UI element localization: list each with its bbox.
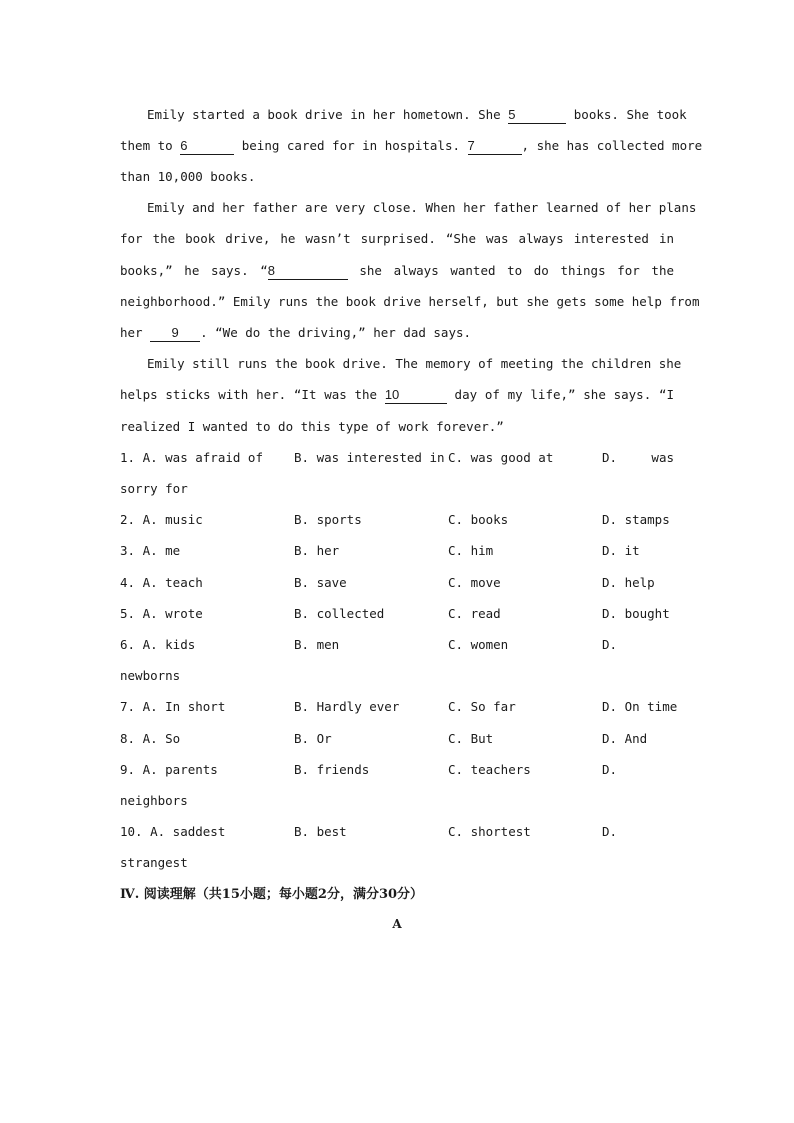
passage-line: her 9 . “We do the driving,” her dad says. bbox=[120, 325, 472, 340]
option-d[interactable]: D. On time bbox=[602, 699, 678, 714]
option-c[interactable]: C. read bbox=[448, 606, 501, 621]
question-row bbox=[120, 605, 680, 623]
passage-line: Emily and her father are very close. When her father learned of her plans bbox=[147, 200, 697, 215]
option-b[interactable]: B. save bbox=[294, 575, 347, 590]
passage-line: for the book drive, he wasn’t surprised. “She was always interested in bbox=[120, 231, 674, 246]
option-a[interactable]: 4. A. teach bbox=[120, 575, 203, 590]
blank-6[interactable]: 6 bbox=[180, 138, 234, 155]
blank-8[interactable]: 8 bbox=[268, 263, 348, 280]
option-b[interactable]: B. collected bbox=[294, 606, 385, 621]
question-row bbox=[120, 574, 680, 592]
passage-line: them to 6 being cared for in hospitals. 7 , she has collected more bbox=[120, 138, 703, 153]
option-a[interactable]: 9. A. parents bbox=[120, 762, 218, 777]
option-b[interactable]: B. friends bbox=[294, 762, 370, 777]
option-a[interactable]: 2. A. music bbox=[120, 512, 203, 527]
option-c[interactable]: C. But bbox=[448, 731, 494, 746]
option-b[interactable]: B. her bbox=[294, 543, 340, 558]
option-b[interactable]: B. sports bbox=[294, 512, 362, 527]
option-d[interactable]: D. bbox=[602, 762, 618, 777]
passage-line: Emily still runs the book drive. The memory of meeting the children she bbox=[147, 356, 682, 371]
passage-line: Emily started a book drive in her hometown. She 5 books. She took bbox=[147, 107, 687, 122]
question-row bbox=[120, 823, 680, 841]
blank-7[interactable]: 7 bbox=[468, 138, 522, 155]
passage-line: helps sticks with her. “It was the 10 day of my life,” she says. “I bbox=[120, 387, 674, 402]
option-d[interactable]: D. bbox=[602, 824, 618, 839]
blank-9[interactable]: 9 bbox=[150, 325, 200, 342]
question-row bbox=[120, 730, 680, 748]
option-a[interactable]: 6. A. kids bbox=[120, 637, 196, 652]
option-d[interactable]: D. And bbox=[602, 731, 648, 746]
passage-line: neighborhood.” Emily runs the book drive herself, but she gets some help from bbox=[120, 294, 700, 309]
option-d[interactable]: D. bbox=[602, 637, 618, 652]
question-row bbox=[120, 761, 680, 779]
option-b[interactable]: B. was interested in bbox=[294, 450, 445, 465]
passage-label: A bbox=[392, 917, 402, 931]
option-a[interactable]: 5. A. wrote bbox=[120, 606, 203, 621]
option-d-wrap: neighbors bbox=[120, 793, 188, 808]
option-a[interactable]: 10. A. saddest bbox=[120, 824, 226, 839]
option-c[interactable]: C. shortest bbox=[448, 824, 531, 839]
question-row bbox=[120, 542, 680, 560]
option-d[interactable]: D. stamps bbox=[602, 512, 670, 527]
option-d-wrap: sorry for bbox=[120, 481, 188, 496]
option-d[interactable]: D. was bbox=[602, 450, 674, 465]
option-c[interactable]: C. teachers bbox=[448, 762, 531, 777]
option-d[interactable]: D. help bbox=[602, 575, 655, 590]
option-b[interactable]: B. men bbox=[294, 637, 340, 652]
option-d-wrap: newborns bbox=[120, 668, 181, 683]
option-a[interactable]: 3. A. me bbox=[120, 543, 181, 558]
option-a[interactable]: 1. A. was afraid of bbox=[120, 450, 263, 465]
passage-line: than 10,000 books. bbox=[120, 169, 256, 184]
option-b[interactable]: B. Hardly ever bbox=[294, 699, 400, 714]
section-heading: Ⅳ. 阅读理解（共15小题；每小题2分，满分30分） bbox=[120, 887, 424, 902]
passage-line: realized I wanted to do this type of work forever.” bbox=[120, 419, 504, 434]
option-a[interactable]: 7. A. In short bbox=[120, 699, 226, 714]
option-d[interactable]: D. it bbox=[602, 543, 640, 558]
option-c[interactable]: C. So far bbox=[448, 699, 516, 714]
option-d[interactable]: D. bought bbox=[602, 606, 670, 621]
question-row bbox=[120, 698, 680, 716]
option-c[interactable]: C. him bbox=[448, 543, 494, 558]
question-row bbox=[120, 636, 680, 654]
option-a[interactable]: 8. A. So bbox=[120, 731, 181, 746]
question-row bbox=[120, 449, 680, 467]
option-c[interactable]: C. books bbox=[448, 512, 509, 527]
passage-line: books,” he says. “8 she always wanted to do things for the bbox=[120, 263, 674, 278]
option-d-wrap: strangest bbox=[120, 855, 188, 870]
blank-5[interactable]: 5 bbox=[508, 107, 566, 124]
option-b[interactable]: B. best bbox=[294, 824, 347, 839]
question-row bbox=[120, 511, 680, 529]
option-c[interactable]: C. move bbox=[448, 575, 501, 590]
option-c[interactable]: C. was good at bbox=[448, 450, 554, 465]
option-b[interactable]: B. Or bbox=[294, 731, 332, 746]
option-c[interactable]: C. women bbox=[448, 637, 509, 652]
blank-10[interactable]: 10 bbox=[385, 387, 447, 404]
